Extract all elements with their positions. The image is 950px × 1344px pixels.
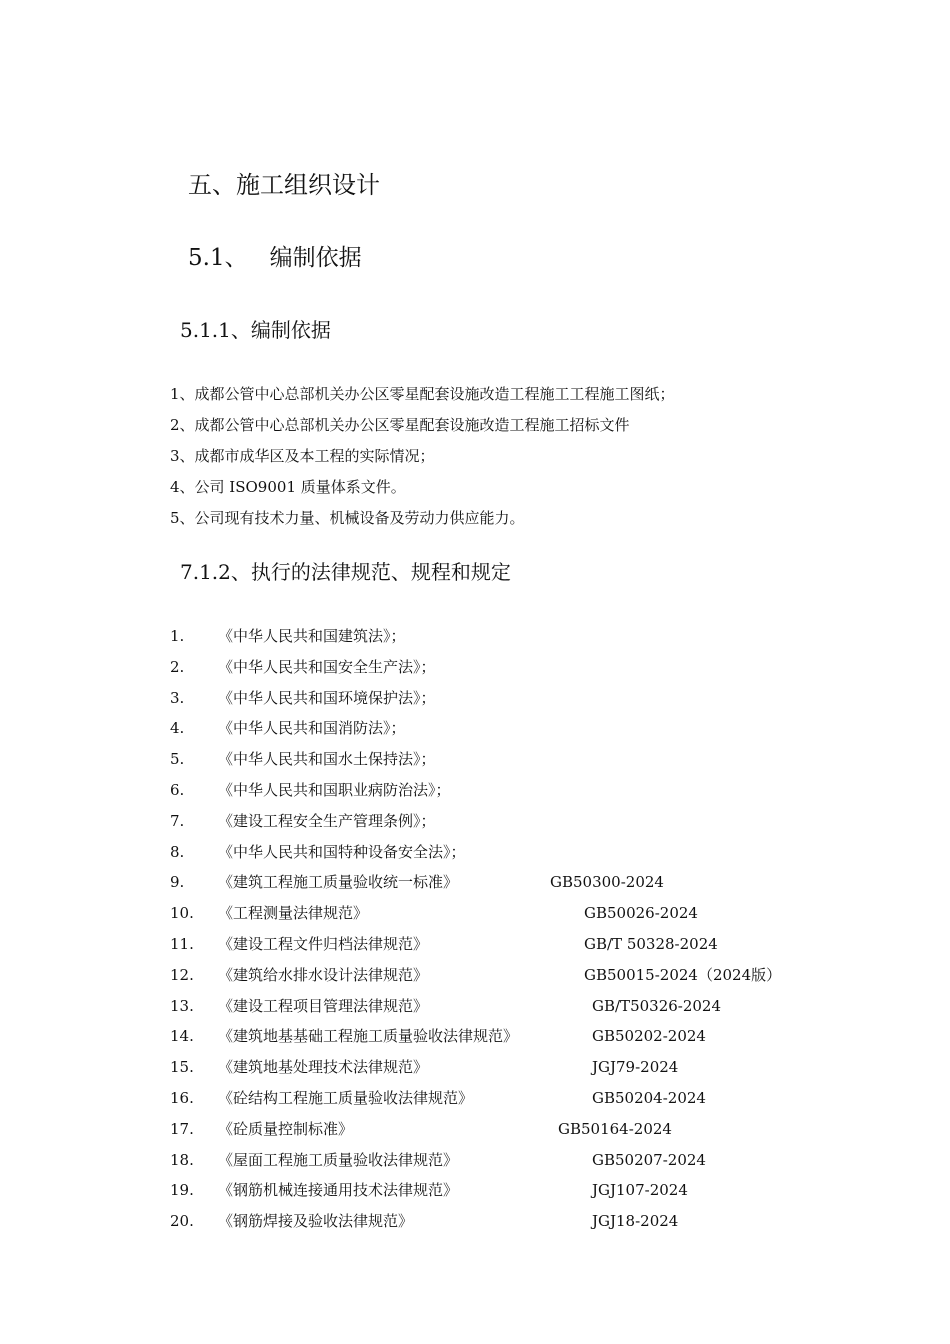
law-title: 《中华人民共和国特种设备安全法》； [218, 842, 466, 861]
law-title: 《钢筋机械连接通用技术法律规范》 [218, 1181, 459, 1200]
basis-item: 4、公司 ISO9001 质量体系文件。 [170, 478, 406, 496]
law-item [170, 1024, 890, 1055]
law-title: 《砼质量控制标准》 [218, 1119, 354, 1138]
law-title: 《建设工程文件归档法律规范》 [218, 934, 429, 953]
law-title: 《建筑地基处理技术法律规范》 [218, 1058, 429, 1077]
law-title: 《中华人民共和国消防法》； [218, 719, 406, 738]
law-item [170, 716, 890, 747]
law-title: 《中华人民共和国水土保持法》； [218, 750, 436, 769]
subsection-heading-laws: 7.1.2、执行的法律规范、规程和规定 [180, 560, 511, 584]
law-code: GB/T50326-2024 [592, 996, 722, 1015]
law-code: GB50026-2024 [584, 904, 698, 923]
law-number: 14. [170, 1027, 194, 1046]
law-code: GB50202-2024 [592, 1027, 706, 1046]
law-item [170, 809, 890, 840]
law-number: 2. [170, 657, 185, 676]
law-item [170, 1055, 890, 1086]
law-item [170, 1178, 890, 1209]
law-code: GB50207-2024 [592, 1150, 706, 1169]
law-title: 《砼结构工程施工质量验收法律规范》 [218, 1088, 474, 1107]
law-title: 《钢筋焊接及验收法律规范》 [218, 1212, 414, 1231]
law-item [170, 1117, 890, 1148]
law-code: GB50015-2024（2024版） [584, 965, 782, 984]
law-item [170, 778, 890, 809]
law-code: JGJ18-2024 [592, 1212, 679, 1231]
law-title: 《屋面工程施工质量验收法律规范》 [218, 1150, 459, 1169]
law-code: GB50204-2024 [592, 1088, 706, 1107]
law-item [170, 1148, 890, 1179]
law-code: GB50300-2024 [550, 873, 664, 892]
law-item [170, 963, 890, 994]
law-item [170, 1086, 890, 1117]
law-title: 《建筑给水排水设计法律规范》 [218, 965, 429, 984]
basis-item: 1、成都公管中心总部机关办公区零星配套设施改造工程施工工程施工图纸； [170, 385, 675, 403]
basis-item: 3、成都市成华区及本工程的实际情况； [170, 447, 435, 465]
law-title: 《工程测量法律规范》 [218, 904, 369, 923]
law-title: 《中华人民共和国环境保护法》； [218, 688, 436, 707]
law-title: 《建设工程项目管理法律规范》 [218, 996, 429, 1015]
basis-item: 5、公司现有技术力量、机械设备及劳动力供应能力。 [170, 509, 525, 527]
law-number: 3. [170, 688, 185, 707]
law-item [170, 624, 890, 655]
chapter-heading: 五、施工组织设计 [188, 171, 380, 199]
law-number: 8. [170, 842, 185, 861]
law-number: 17. [170, 1119, 194, 1138]
law-number: 11. [170, 934, 194, 953]
section-number: 5.1、 [188, 245, 248, 271]
section-title: 编制依据 [269, 245, 362, 271]
law-code: JGJ107-2024 [592, 1181, 688, 1200]
basis-list [170, 382, 675, 537]
law-item [170, 932, 890, 963]
law-title: 《中华人民共和国安全生产法》； [218, 657, 436, 676]
subsection-heading-basis: 5.1.1、编制依据 [180, 318, 331, 342]
law-item [170, 747, 890, 778]
law-title: 《中华人民共和国建筑法》； [218, 627, 406, 645]
law-number: 19. [170, 1181, 194, 1200]
law-title: 《中华人民共和国职业病防治法》； [218, 780, 451, 799]
law-number: 13. [170, 996, 194, 1015]
law-number: 16. [170, 1088, 194, 1107]
law-number: 5. [170, 750, 185, 769]
law-title: 《建筑工程施工质量验收统一标准》 [218, 873, 459, 892]
law-number: 10. [170, 904, 194, 923]
law-number: 15. [170, 1058, 194, 1077]
law-title: 《建设工程安全生产管理条例》； [218, 811, 436, 830]
law-title: 《建筑地基基础工程施工质量验收法律规范》 [218, 1027, 519, 1046]
law-number: 9. [170, 873, 185, 892]
law-item [170, 870, 890, 901]
law-number: 6. [170, 780, 185, 799]
law-item [170, 686, 890, 717]
law-code: GB/T 50328-2024 [584, 934, 718, 953]
law-item [170, 901, 890, 932]
law-number: 7. [170, 811, 185, 830]
law-code: JGJ79-2024 [592, 1058, 679, 1077]
section-heading [188, 243, 362, 273]
law-item [170, 655, 890, 686]
law-code: GB50164-2024 [558, 1119, 672, 1138]
law-list [170, 624, 890, 1240]
law-item [170, 1209, 890, 1240]
basis-item: 2、成都公管中心总部机关办公区零星配套设施改造工程施工招标文件 [170, 416, 630, 434]
law-number: 12. [170, 965, 194, 984]
law-item [170, 840, 890, 871]
law-number: 1. [170, 627, 185, 645]
law-number: 4. [170, 719, 185, 738]
law-item [170, 994, 890, 1025]
law-number: 18. [170, 1150, 194, 1169]
law-number: 20. [170, 1212, 194, 1231]
